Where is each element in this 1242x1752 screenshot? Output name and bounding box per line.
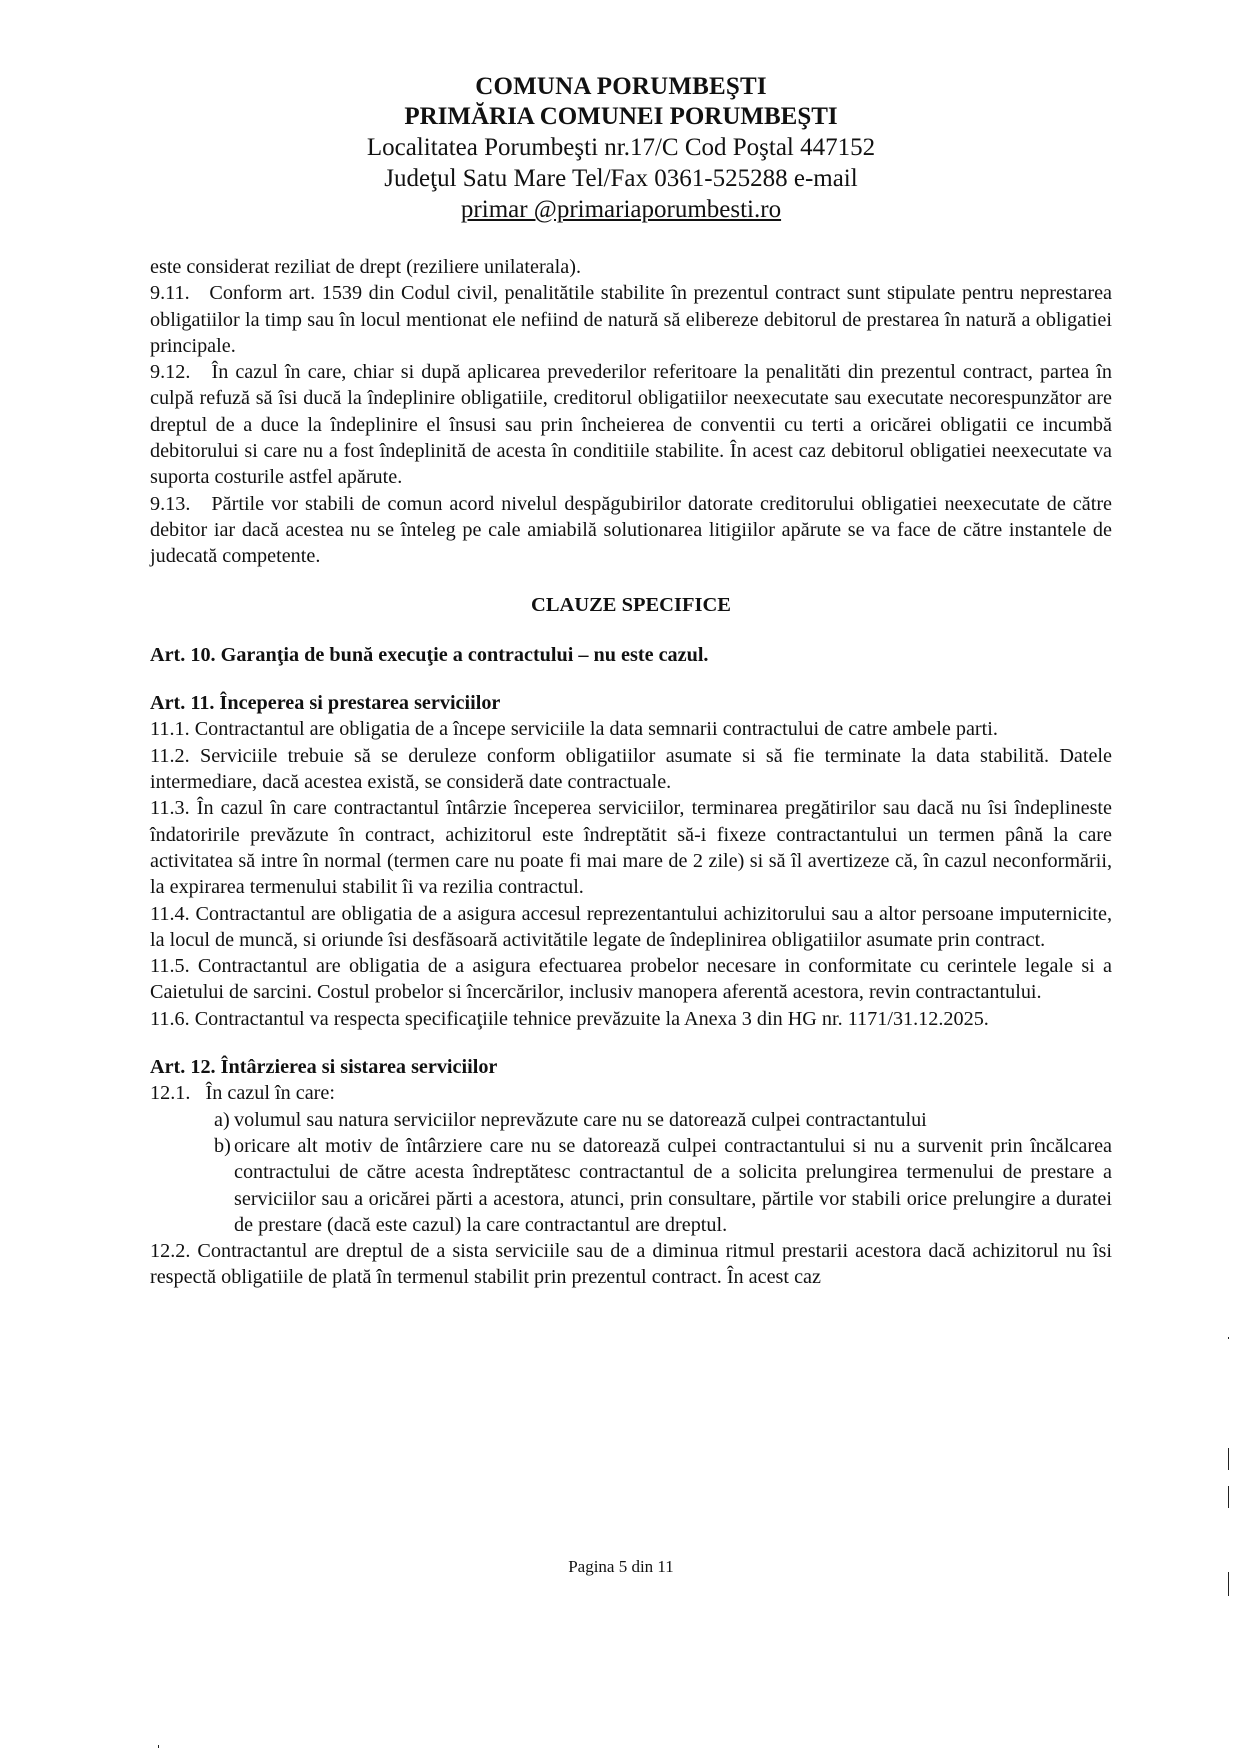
scan-artifact [158, 1745, 159, 1748]
clause-text: Conform art. 1539 din Codul civil, penalitătile stabilite în prezentul contract sunt stipulate pentru neprestarea obligatiilor la timp sau în locul mentionat ele nefiind de natură să elibereze debitorul de prestarea în natură a obligatiei principale. [150, 282, 1112, 357]
clause-number: 11.6. [150, 1007, 190, 1030]
clause-text: Contractantul are obligatia de a începe serviciile la data semnarii contractului de catre ambele parti. [194, 718, 998, 741]
scan-artifact [1228, 1448, 1229, 1470]
continuation-text: este considerat reziliat de drept (reziliere unilaterala). [150, 256, 581, 278]
clause-number: 11.5. [150, 955, 190, 978]
clause-text: Părtile vor stabili de comun acord nivelul despăgubirilor datorate creditorului obligatiei neexecutate de către debitor iar dacă acestea nu se înteleg pe cale amiabilă solutionarea litigiilor apărute se va face de către instantele de judecată competente. [150, 492, 1112, 568]
clause-number: 11.4. [150, 902, 190, 925]
clause-11-4 [150, 901, 1112, 954]
clause-text: În cazul în care contractantul întârzie începerea serviciilor, terminarea pregătirilor sau dacă nu îsi îndeplineste îndatoririle prevăzute în contract, achizitorul este îndreptătit să-i fixeze contractantului un termen până la care activitatea să intre în normal (termen care nu poate fi mai mare de 2 zile) si să îl avertizeze că, în cazul neconformării, la expirarea termenului stabilit îi va rezilia contractul. [150, 797, 1112, 899]
clause-number: 11.2. [150, 744, 190, 767]
clause-9-13 [150, 491, 1112, 570]
clause-9-12 [150, 359, 1112, 490]
letterhead-address: Localitatea Porumbeşti nr.17/C Cod Poştal 447152 [366, 134, 876, 161]
clause-12-1 [150, 1080, 1112, 1106]
clause-11-5 [150, 953, 1112, 1006]
item-label: a) [214, 1108, 230, 1131]
clause-text: În cazul în care: [205, 1082, 335, 1105]
letterhead-commune: COMUNA PORUMBEŞTI [475, 73, 767, 100]
document-body [150, 254, 1112, 1291]
page-number: Pagina 5 din 11 [568, 1557, 674, 1576]
clause-11-3 [150, 795, 1112, 900]
item-text: volumul sau natura serviciilor neprevăzute care nu se datorează culpei contractantului [234, 1108, 927, 1131]
clause-number: 9.11. [150, 282, 190, 305]
clause-11-2 [150, 743, 1112, 796]
spacer [150, 668, 1112, 690]
clause-text: Serviciile trebuie să se deruleze conform obligatiilor asumate si să fie terminate la data stabilită. Datele intermediare, dacă acestea există, se consideră date contractuale. [150, 744, 1112, 794]
list-item [214, 1107, 1112, 1133]
article-11-title: Art. 11. Începerea si prestarea serviciilor [150, 692, 501, 715]
clause-text: Contractantul are obligatia de a asigura accesul reprezentantului achizitorului sau a altor persoane imputernicite, la locul de muncă, si oriunde îsi desfăsoară activitătile legate de îndeplinirea obligatiilor asumate prin contract. [150, 902, 1113, 951]
letterhead-email[interactable]: primar @primariaporumbesti.ro [460, 196, 782, 223]
clause-text: În cazul în care, chiar si după aplicarea prevederilor referitoare la penalităti din prezentul contract, partea în culpă refuză să îsi ducă la îndeplinire obligatiile, creditorul obligatiilor neexecutate sau executate necorespunzător are dreptul de a duce la îndeplinire el însusi sau prin încheierea de conventii cu terti a oricărei obligatii ce incumbă debitorului si care nu a fost îndeplinită de acesta în conditiile stabilite. În acest caz debitorul obligatiei neexecutate va suporta costurile astfel apărute. [150, 361, 1113, 489]
clause-number: 12.1. [150, 1082, 191, 1105]
clause-number: 12.2. [150, 1240, 191, 1263]
item-label: b) [214, 1134, 231, 1157]
clause-number: 9.12. [150, 361, 191, 384]
clause-12-2 [150, 1238, 1112, 1291]
scan-artifact [1228, 1572, 1229, 1596]
clause-text: Contractantul va respecta specificaţiile tehnice prevăzuite la Anexa 3 din HG nr. 1171/31.12.2025. [194, 1007, 989, 1030]
clause-number: 11.1. [150, 718, 190, 741]
article-10-title: Art. 10. Garanţia de bună execuţie a contractului – nu este cazul. [150, 643, 709, 666]
clause-11-6 [150, 1006, 1112, 1032]
scan-artifact [1228, 1486, 1229, 1508]
item-text: oricare alt motiv de întârziere care nu se datorează culpei contractantului si nu a survenit prin încălcarea contractului de către acesta îndreptătesc contractantul de a solicita prelungirea termenului de prestare a serviciilor sau a oricărei părti a acestora, atunci, prin consultare, părtile vor stabili orice prelungire a duratei de prestare (dacă este cazul) la care contractantul are dreptul. [234, 1134, 1112, 1236]
scan-artifact [1228, 1337, 1229, 1339]
list-item [214, 1133, 1112, 1238]
section-title: CLAUZE SPECIFICE [531, 593, 731, 616]
letterhead [0, 72, 1242, 225]
clause-number: 11.3. [150, 797, 190, 820]
clause-text: Contractantul are obligatia de a asigura efectuarea probelor necesare in conformitate cu cerintele legale si a Caietului de sarcini. Costul probelor si încercărilor, inclusiv manopera aferentă acestora, revin contractantului. [150, 955, 1113, 1004]
letterhead-contact: Judeţul Satu Mare Tel/Fax 0361-525288 e-mail [384, 165, 858, 192]
spacer [150, 1032, 1112, 1054]
clause-text: Contractantul are dreptul de a sista serviciile sau de a diminua ritmul prestarii acestora dacă achizitorul nu îsi respectă obligatiile de plată în termenul stabilit prin prezentul contract. În acest caz [150, 1240, 1113, 1289]
clause-9-11 [150, 280, 1112, 359]
article-12-title: Art. 12. Întârzierea si sistarea serviciilor [150, 1056, 498, 1079]
letterhead-town-hall: PRIMĂRIA COMUNEI PORUMBEŞTI [404, 103, 838, 130]
clause-number: 9.13. [150, 492, 191, 515]
clause-11-1 [150, 716, 1112, 742]
clause-12-1-items [150, 1107, 1112, 1238]
